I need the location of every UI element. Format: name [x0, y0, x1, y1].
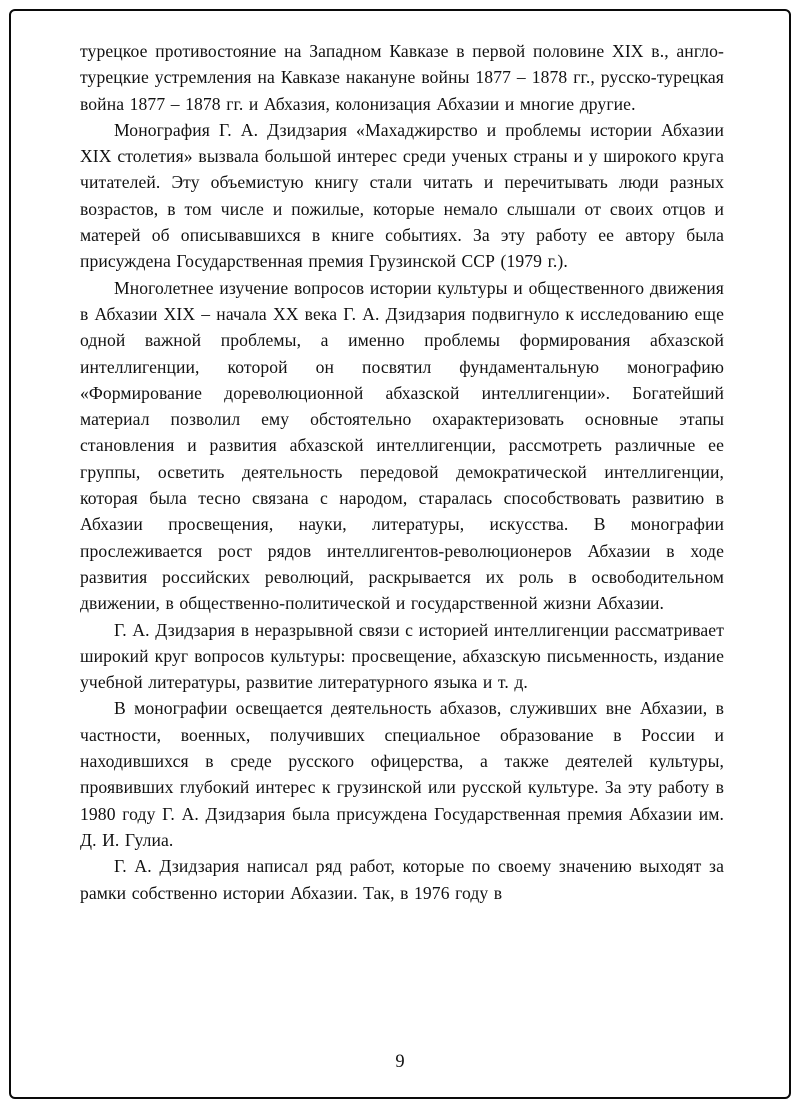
paragraph: Г. А. Дзидзария в неразрывной связи с историей интеллигенции рассматривает широкий круг вопросов культуры: просвещение, абхазскую письменность, издание учебной литературы, развитие литературного языка и т. д. — [80, 619, 724, 693]
page-number: 9 — [395, 1052, 405, 1072]
paragraph: Г. А. Дзидзария написал ряд работ, которые по своему значению выходят за рамки собственно истории Абхазии. Так, в 1976 году в — [80, 856, 724, 903]
paragraph: Монография Г. А. Дзидзария «Махаджирство и проблемы истории Абхазии XIX столетия» вызвала большой интерес среди ученых страны и у широкого круга читателей. Эту объемистую книгу стали читать и перечитывать люди разных возрастов, в том числе и пожилые, которые немало слышали от своих отцов и матерей об описывавшихся в книге событиях. За эту работу ее автору была присуждена Государственная премия Грузинской ССР (1979 г.). — [80, 119, 724, 272]
paragraph: турецкое противостояние на Западном Кавказе в первой половине XIX в., англо-турецкие устремления на Кавказе накануне войны 1877 – 1878 гг., русско-турецкая война 1877 – 1878 гг. и Абхазия, колонизация Абхазии и многие другие. — [80, 41, 724, 114]
paragraph: Многолетнее изучение вопросов истории культуры и общественного движения в Абхазии XIX – начала XX века Г. А. Дзидзария подвигнуло к исследованию еще одной важной проблемы, а именно проблемы формирования абхазской интеллигенции, которой он посвятил фундаментальную монографию «Формирование дореволюционной абхазской интеллигенции». Богатейший материал позволил ему обстоятельно охарактеризовать основные этапы становления и развития абхазской интеллигенции, рассмотреть различные ее группы, осветить деятельность передовой демократической интеллигенции, которая была тесно связана с народом, старалась способствовать развитию в Абхазии просвещения, науки, литературы, искусства. В монографии прослеживается рост рядов интеллигентов-революционеров Абхазии в ходе развития российских революций, раскрывается их роль в освободительном движении, в общественно-политической и государственной жизни Абхазии. — [80, 277, 724, 614]
paragraph: В монографии освещается деятельность абхазов, служивших вне Абхазии, в частности, военных, получивших специальное образование в России и находившихся в среде русского офицерства, а также деятелей культуры, проявивших глубокий интерес к грузинской или русской культуре. За эту работу в 1980 году Г. А. Дзидзария была присуждена Государственная премия Абхазии им. Д. И. Гулиа. — [80, 698, 724, 850]
text-block — [80, 38, 724, 906]
